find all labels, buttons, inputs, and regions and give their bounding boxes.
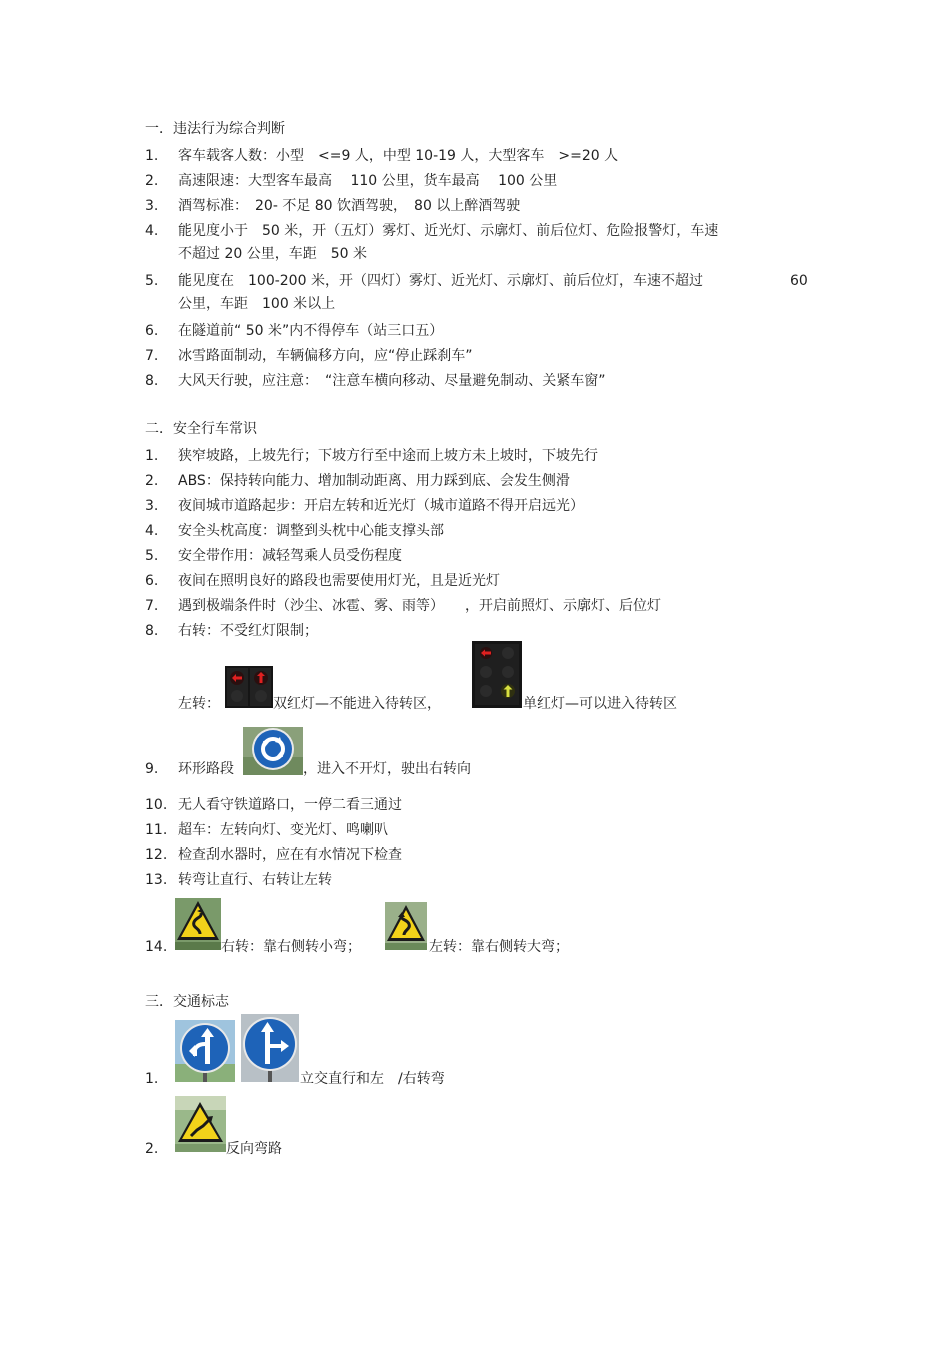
- s1-item-4-num: 4.: [145, 223, 159, 239]
- s2-item-13-text: 转弯让直行、右转让左转: [178, 872, 332, 888]
- s1-item-6-num: 6.: [145, 323, 159, 339]
- s1-item-4-text-line2: 不超过 20 公里，车距 50 米: [178, 246, 367, 262]
- s2-item-4-text: 安全头枕高度：调整到头枕中心能支撑头部: [178, 523, 444, 539]
- s2-item-7-num: 7.: [145, 598, 159, 614]
- s3-item-1-num: 1.: [145, 1071, 159, 1087]
- s2-item-13-num: 13.: [145, 872, 168, 888]
- traffic-signal-single-red-icon: [472, 641, 522, 708]
- s2-item-9-num: 9.: [145, 761, 159, 777]
- s2-item-8-text: 右转：不受红灯限制；: [178, 623, 318, 639]
- straight-left-sign-icon: [175, 1020, 235, 1082]
- s2-item-9-text: ，进入不开灯，驶出右转向: [303, 761, 471, 777]
- s2-item-3-text: 夜间城市道路起步：开启左转和近光灯（城市道路不得开启远光）: [178, 498, 584, 514]
- s2-item-6-num: 6.: [145, 573, 159, 589]
- s1-item-4-text: 能见度小于 50 米，开（五灯）雾灯、近光灯、示廓灯、前后位灯、危险报警灯，车速: [178, 223, 719, 239]
- s2-item-8-num: 8.: [145, 623, 159, 639]
- s1-item-1-num: 1.: [145, 148, 159, 164]
- left-turn-label: 左转：: [178, 696, 220, 712]
- traffic-signal-double-red-icon: [225, 666, 273, 708]
- s1-item-3-num: 3.: [145, 198, 159, 214]
- s1-item-5-text-line2: 公里，车距 100 米以上: [178, 296, 336, 312]
- s2-item-1-num: 1.: [145, 448, 159, 464]
- s2-item-14-right-text: 右转：靠右侧转小弯；: [221, 939, 361, 955]
- left-curve-sign-icon: [385, 902, 427, 950]
- s2-item-9-label: 环形路段: [178, 761, 234, 777]
- s1-item-7-num: 7.: [145, 348, 159, 364]
- section-3-heading: 三．交通标志: [145, 994, 229, 1010]
- s1-item-1-text: 客车载客人数：小型 <=9 人，中型 10-19 人，大型客车 >=20 人: [178, 148, 619, 164]
- s1-item-5-text: 能见度在 100-200 米，开（四灯）雾灯、近光灯、示廓灯、前后位灯，车速不超过: [178, 273, 703, 289]
- s2-item-11-num: 11.: [145, 822, 168, 838]
- s2-item-11-text: 超车：左转向灯、变光灯、鸣喇叭: [178, 822, 388, 838]
- s1-item-2-num: 2.: [145, 173, 159, 189]
- s1-item-5-text-end: 60: [790, 273, 808, 289]
- s2-item-7-text: 遇到极端条件时（沙尘、冰雹、雾、雨等） ，开启前照灯、示廓灯、后位灯: [178, 598, 661, 614]
- s2-item-5-text: 安全带作用：减轻驾乘人员受伤程度: [178, 548, 402, 564]
- s3-item-2-num: 2.: [145, 1141, 159, 1157]
- s2-item-5-num: 5.: [145, 548, 159, 564]
- s2-item-1-text: 狭窄坡路，上坡先行；下坡方行至中途而上坡方未上坡时，下坡先行: [178, 448, 598, 464]
- reverse-curve-sign-icon: [175, 1096, 226, 1152]
- s2-item-14-left-text: 左转：靠右侧转大弯；: [429, 939, 569, 955]
- right-curve-sign-icon: [175, 898, 221, 950]
- s2-item-10-text: 无人看守铁道路口，一停二看三通过: [178, 797, 402, 813]
- s2-item-12-num: 12.: [145, 847, 168, 863]
- s2-item-6-text: 夜间在照明良好的路段也需要使用灯光，且是近光灯: [178, 573, 500, 589]
- s3-item-2-text: 反向弯路: [226, 1141, 282, 1157]
- double-red-text: 双红灯—不能进入待转区，: [273, 696, 441, 712]
- s3-item-1-text: 立交直行和左 /右转弯: [300, 1071, 445, 1087]
- s1-item-6-text: 在隧道前“ 50 米”内不得停车（站三口五）: [178, 323, 444, 339]
- s1-item-2-text: 高速限速：大型客车最高 110 公里，货车最高 100 公里: [178, 173, 558, 189]
- section-2-heading: 二．安全行车常识: [145, 421, 257, 437]
- s2-item-4-num: 4.: [145, 523, 159, 539]
- s2-item-3-num: 3.: [145, 498, 159, 514]
- s1-item-7-text: 冰雪路面制动，车辆偏移方向，应“停止踩刹车”: [178, 348, 473, 364]
- s2-item-10-num: 10.: [145, 797, 168, 813]
- roundabout-sign-icon: [243, 727, 303, 775]
- s1-item-3-text: 酒驾标准： 20- 不足 80 饮酒驾驶， 80 以上醉酒驾驶: [178, 198, 521, 214]
- section-1-heading: 一．违法行为综合判断: [145, 121, 285, 137]
- s2-item-2-num: 2.: [145, 473, 159, 489]
- straight-right-sign-icon: [241, 1014, 299, 1082]
- s1-item-8-num: 8.: [145, 373, 159, 389]
- single-red-text: 单红灯—可以进入待转区: [523, 696, 677, 712]
- s1-item-8-text: 大风天行驶，应注意： “注意车横向移动、尽量避免制动、关紧车窗”: [178, 373, 606, 389]
- s1-item-5-num: 5.: [145, 273, 159, 289]
- s2-item-2-text: ABS：保持转向能力、增加制动距离、用力踩到底、会发生侧滑: [178, 473, 570, 489]
- s2-item-12-text: 检查刮水器时，应在有水情况下检查: [178, 847, 402, 863]
- s2-item-14-num: 14.: [145, 939, 168, 955]
